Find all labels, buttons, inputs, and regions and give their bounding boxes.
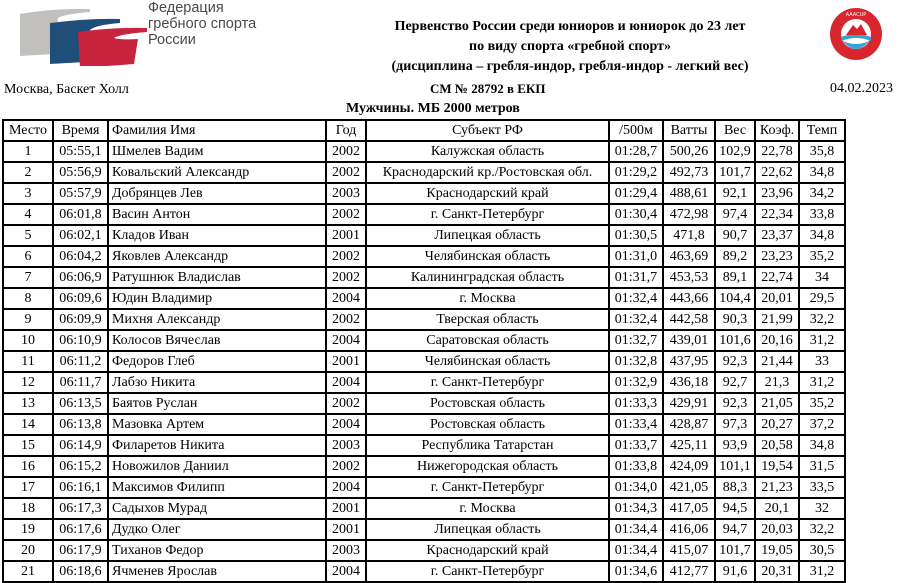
cell-time: 06:09,6	[53, 288, 108, 309]
cell-name: Добрянцев Лев	[108, 183, 326, 204]
cell-tempo: 32,2	[799, 309, 845, 330]
cell-split: 01:32,9	[609, 372, 663, 393]
table-row	[3, 267, 845, 288]
cell-place: 6	[3, 246, 53, 267]
org-line: России	[148, 32, 196, 48]
table-row	[3, 540, 845, 561]
cell-name: Шмелев Вадим	[108, 141, 326, 162]
cell-split: 01:34,4	[609, 540, 663, 561]
cell-weight: 102,9	[715, 141, 755, 162]
cell-watts: 453,53	[663, 267, 715, 288]
cell-split: 01:31,0	[609, 246, 663, 267]
cell-place: 11	[3, 351, 53, 372]
cell-place: 16	[3, 456, 53, 477]
cell-watts: 416,06	[663, 519, 715, 540]
cell-region: Ростовская область	[366, 393, 609, 414]
cell-region: Липецкая область	[366, 225, 609, 246]
cell-coef: 19,54	[755, 456, 799, 477]
federation-name	[148, 0, 256, 48]
cell-weight: 97,4	[715, 204, 755, 225]
cell-name: Мазовка Артем	[108, 414, 326, 435]
cell-name: Ратушнюк Владислав	[108, 267, 326, 288]
cell-year: 2004	[326, 561, 366, 582]
venue: Москва, Баскет Холл	[4, 82, 129, 97]
cell-region: Калужская область	[366, 141, 609, 162]
cell-tempo: 34	[799, 267, 845, 288]
cell-coef: 21,99	[755, 309, 799, 330]
cell-time: 06:10,9	[53, 330, 108, 351]
cell-name: Яковлев Александр	[108, 246, 326, 267]
cell-weight: 91,6	[715, 561, 755, 582]
cell-watts: 437,95	[663, 351, 715, 372]
title-line: (дисциплина – гребля-индор, гребля-индор - легкий вес)	[391, 59, 749, 74]
cell-split: 01:30,5	[609, 225, 663, 246]
cell-time: 06:13,8	[53, 414, 108, 435]
title-line: по виду спорта «гребной спорт»	[469, 39, 671, 54]
cell-coef: 23,96	[755, 183, 799, 204]
table-row	[3, 456, 845, 477]
cell-split: 01:34,3	[609, 498, 663, 519]
cell-coef: 23,37	[755, 225, 799, 246]
table-row	[3, 162, 845, 183]
table-row	[3, 351, 845, 372]
cell-split: 01:32,4	[609, 309, 663, 330]
cell-coef: 20,1	[755, 498, 799, 519]
table-row	[3, 141, 845, 162]
cell-watts: 425,11	[663, 435, 715, 456]
cell-place: 13	[3, 393, 53, 414]
cell-weight: 93,9	[715, 435, 755, 456]
cell-split: 01:34,4	[609, 519, 663, 540]
cell-region: г. Санкт-Петербург	[366, 204, 609, 225]
cell-watts: 424,09	[663, 456, 715, 477]
cell-year: 2002	[326, 246, 366, 267]
cell-watts: 421,05	[663, 477, 715, 498]
cell-place: 21	[3, 561, 53, 582]
cell-watts: 412,77	[663, 561, 715, 582]
table-row	[3, 309, 845, 330]
cell-watts: 471,8	[663, 225, 715, 246]
cell-split: 01:34,6	[609, 561, 663, 582]
cell-name: Максимов Филипп	[108, 477, 326, 498]
cell-place: 5	[3, 225, 53, 246]
cell-name: Новожилов Даниил	[108, 456, 326, 477]
cell-tempo: 34,8	[799, 162, 845, 183]
cell-time: 05:56,9	[53, 162, 108, 183]
cell-watts: 488,61	[663, 183, 715, 204]
table-row	[3, 288, 845, 309]
org-line: гребного спорта	[148, 16, 257, 32]
cell-weight: 92,3	[715, 393, 755, 414]
table-row	[3, 561, 845, 582]
cell-coef: 22,62	[755, 162, 799, 183]
table-row	[3, 477, 845, 498]
cell-time: 06:11,7	[53, 372, 108, 393]
col-header-year: Год	[326, 120, 366, 141]
cell-region: Челябинская область	[366, 246, 609, 267]
cell-watts: 500,26	[663, 141, 715, 162]
cell-tempo: 33	[799, 351, 845, 372]
cell-tempo: 33,5	[799, 477, 845, 498]
col-header-time: Время	[53, 120, 108, 141]
cell-watts: 472,98	[663, 204, 715, 225]
cell-region: Челябинская область	[366, 351, 609, 372]
table-row	[3, 372, 845, 393]
col-header-coef: Коэф.	[755, 120, 799, 141]
col-header-watts: Ватты	[663, 120, 715, 141]
cell-year: 2004	[326, 330, 366, 351]
cell-place: 19	[3, 519, 53, 540]
cell-coef: 22,74	[755, 267, 799, 288]
cell-time: 06:17,9	[53, 540, 108, 561]
cell-year: 2003	[326, 183, 366, 204]
cell-tempo: 31,2	[799, 561, 845, 582]
cell-tempo: 31,2	[799, 372, 845, 393]
cell-weight: 101,1	[715, 456, 755, 477]
cell-time: 06:06,9	[53, 267, 108, 288]
cell-split: 01:32,4	[609, 288, 663, 309]
cell-watts: 463,69	[663, 246, 715, 267]
cell-name: Михня Александр	[108, 309, 326, 330]
cell-time: 06:04,2	[53, 246, 108, 267]
document-title	[330, 17, 810, 77]
cell-tempo: 35,2	[799, 393, 845, 414]
cell-coef: 20,01	[755, 288, 799, 309]
cell-time: 05:57,9	[53, 183, 108, 204]
cell-coef: 21,23	[755, 477, 799, 498]
cell-place: 18	[3, 498, 53, 519]
cell-name: Филаретов Никита	[108, 435, 326, 456]
cell-coef: 21,05	[755, 393, 799, 414]
col-header-tempo: Темп	[799, 120, 845, 141]
cell-coef: 21,44	[755, 351, 799, 372]
cell-split: 01:33,7	[609, 435, 663, 456]
cell-tempo: 32	[799, 498, 845, 519]
cell-tempo: 35,2	[799, 246, 845, 267]
cell-region: г. Москва	[366, 498, 609, 519]
cell-tempo: 33,8	[799, 204, 845, 225]
cell-place: 8	[3, 288, 53, 309]
cell-name: Ячменев Ярослав	[108, 561, 326, 582]
event-date: 04.02.2023	[830, 81, 893, 96]
cell-watts: 428,87	[663, 414, 715, 435]
cell-year: 2002	[326, 204, 366, 225]
cell-tempo: 30,5	[799, 540, 845, 561]
cell-time: 06:11,2	[53, 351, 108, 372]
cell-name: Ковальский Александр	[108, 162, 326, 183]
cell-split: 01:34,0	[609, 477, 663, 498]
cell-region: Республика Татарстан	[366, 435, 609, 456]
cell-region: Ростовская область	[366, 414, 609, 435]
cell-year: 2003	[326, 435, 366, 456]
cell-coef: 22,78	[755, 141, 799, 162]
cell-split: 01:32,8	[609, 351, 663, 372]
cell-coef: 20,03	[755, 519, 799, 540]
cell-tempo: 35,8	[799, 141, 845, 162]
cell-region: г. Москва	[366, 288, 609, 309]
cell-region: Калининградская область	[366, 267, 609, 288]
table-row	[3, 183, 845, 204]
cell-name: Тиханов Федор	[108, 540, 326, 561]
cell-split: 01:28,7	[609, 141, 663, 162]
cell-weight: 94,5	[715, 498, 755, 519]
cell-tempo: 31,5	[799, 456, 845, 477]
cell-time: 06:18,6	[53, 561, 108, 582]
cell-region: Нижегородская область	[366, 456, 609, 477]
cell-name: Лабзо Никита	[108, 372, 326, 393]
cell-watts: 429,91	[663, 393, 715, 414]
cell-region: г. Санкт-Петербург	[366, 477, 609, 498]
cell-weight: 89,2	[715, 246, 755, 267]
table-row	[3, 330, 845, 351]
cell-year: 2001	[326, 519, 366, 540]
cell-weight: 94,7	[715, 519, 755, 540]
cell-split: 01:31,7	[609, 267, 663, 288]
cell-split: 01:30,4	[609, 204, 663, 225]
cell-tempo: 37,2	[799, 414, 845, 435]
table-row	[3, 393, 845, 414]
cell-tempo: 34,2	[799, 183, 845, 204]
cell-weight: 101,6	[715, 330, 755, 351]
cell-place: 3	[3, 183, 53, 204]
cell-name: Васин Антон	[108, 204, 326, 225]
cell-tempo: 34,8	[799, 225, 845, 246]
table-row	[3, 204, 845, 225]
cell-region: Липецкая область	[366, 519, 609, 540]
org-line: Федерация	[148, 0, 224, 16]
col-header-place: Место	[3, 120, 53, 141]
cell-place: 7	[3, 267, 53, 288]
cell-year: 2002	[326, 309, 366, 330]
cell-place: 12	[3, 372, 53, 393]
cell-weight: 101,7	[715, 162, 755, 183]
cell-time: 06:13,5	[53, 393, 108, 414]
col-header-split: /500м	[609, 120, 663, 141]
cell-coef: 20,16	[755, 330, 799, 351]
ekp-number: СМ № 28792 в ЕКП	[430, 81, 546, 96]
race-category: Мужчины. МБ 2000 метров	[346, 101, 520, 116]
cell-tempo: 32,2	[799, 519, 845, 540]
aaacup-emblem-icon	[829, 7, 883, 61]
cell-split: 01:33,4	[609, 414, 663, 435]
cell-coef: 20,58	[755, 435, 799, 456]
cell-tempo: 29,5	[799, 288, 845, 309]
cell-place: 14	[3, 414, 53, 435]
cell-weight: 90,7	[715, 225, 755, 246]
table-row	[3, 246, 845, 267]
table-row	[3, 435, 845, 456]
cell-year: 2002	[326, 267, 366, 288]
cell-split: 01:29,2	[609, 162, 663, 183]
cell-weight: 88,3	[715, 477, 755, 498]
cell-year: 2003	[326, 540, 366, 561]
col-header-weight: Вес	[715, 120, 755, 141]
cell-coef: 23,23	[755, 246, 799, 267]
cell-name: Дудко Олег	[108, 519, 326, 540]
cell-time: 06:15,2	[53, 456, 108, 477]
cell-year: 2002	[326, 141, 366, 162]
cell-place: 1	[3, 141, 53, 162]
cell-year: 2001	[326, 351, 366, 372]
federation-logo-icon	[10, 4, 150, 66]
cell-place: 9	[3, 309, 53, 330]
col-header-name: Фамилия Имя	[108, 120, 326, 141]
col-header-region: Субъект РФ	[366, 120, 609, 141]
cell-year: 2004	[326, 372, 366, 393]
cell-region: Краснодарский кр./Ростовская обл.	[366, 162, 609, 183]
cell-year: 2004	[326, 477, 366, 498]
cell-coef: 20,31	[755, 561, 799, 582]
cell-weight: 89,1	[715, 267, 755, 288]
cell-tempo: 31,2	[799, 330, 845, 351]
cell-weight: 92,1	[715, 183, 755, 204]
results-table	[2, 119, 846, 583]
cell-tempo: 34,8	[799, 435, 845, 456]
cell-split: 01:33,8	[609, 456, 663, 477]
cell-region: г. Санкт-Петербург	[366, 372, 609, 393]
cell-name: Садыхов Мурад	[108, 498, 326, 519]
cell-time: 06:14,9	[53, 435, 108, 456]
cell-weight: 92,3	[715, 351, 755, 372]
cell-weight: 90,3	[715, 309, 755, 330]
results-body	[3, 141, 845, 582]
table-row	[3, 225, 845, 246]
cell-watts: 417,05	[663, 498, 715, 519]
cell-name: Юдин Владимир	[108, 288, 326, 309]
cell-place: 2	[3, 162, 53, 183]
cell-coef: 22,34	[755, 204, 799, 225]
cell-weight: 92,7	[715, 372, 755, 393]
cell-watts: 492,73	[663, 162, 715, 183]
cell-name: Колосов Вячеслав	[108, 330, 326, 351]
cell-place: 4	[3, 204, 53, 225]
cell-time: 06:17,6	[53, 519, 108, 540]
cell-place: 17	[3, 477, 53, 498]
cell-time: 06:01,8	[53, 204, 108, 225]
table-row	[3, 519, 845, 540]
table-row	[3, 414, 845, 435]
svg-text:AAACUP: AAACUP	[845, 12, 867, 18]
cell-name: Федоров Глеб	[108, 351, 326, 372]
cell-split: 01:33,3	[609, 393, 663, 414]
cell-year: 2004	[326, 414, 366, 435]
cell-region: г. Санкт-Петербург	[366, 561, 609, 582]
cell-coef: 21,3	[755, 372, 799, 393]
cell-year: 2001	[326, 225, 366, 246]
cell-year: 2002	[326, 456, 366, 477]
title-line: Первенство России среди юниоров и юниорок до 23 лет	[394, 19, 746, 34]
cell-time: 06:02,1	[53, 225, 108, 246]
cell-region: Саратовская область	[366, 330, 609, 351]
cell-watts: 415,07	[663, 540, 715, 561]
cell-region: Краснодарский край	[366, 183, 609, 204]
cell-coef: 20,27	[755, 414, 799, 435]
cell-name: Кладов Иван	[108, 225, 326, 246]
cell-watts: 442,58	[663, 309, 715, 330]
cell-time: 05:55,1	[53, 141, 108, 162]
cell-watts: 436,18	[663, 372, 715, 393]
cell-watts: 439,01	[663, 330, 715, 351]
cell-region: Тверская область	[366, 309, 609, 330]
cell-place: 15	[3, 435, 53, 456]
cell-year: 2002	[326, 393, 366, 414]
cell-time: 06:09,9	[53, 309, 108, 330]
cell-place: 10	[3, 330, 53, 351]
cell-region: Краснодарский край	[366, 540, 609, 561]
cell-year: 2001	[326, 498, 366, 519]
cell-time: 06:17,3	[53, 498, 108, 519]
cell-split: 01:29,4	[609, 183, 663, 204]
cell-weight: 101,7	[715, 540, 755, 561]
cell-weight: 97,3	[715, 414, 755, 435]
cell-year: 2002	[326, 162, 366, 183]
table-header-row	[3, 120, 845, 141]
table-row	[3, 498, 845, 519]
cell-place: 20	[3, 540, 53, 561]
cell-year: 2004	[326, 288, 366, 309]
cell-weight: 104,4	[715, 288, 755, 309]
cell-coef: 19,05	[755, 540, 799, 561]
cell-name: Баятов Руслан	[108, 393, 326, 414]
cell-watts: 443,66	[663, 288, 715, 309]
cell-split: 01:32,7	[609, 330, 663, 351]
cell-time: 06:16,1	[53, 477, 108, 498]
